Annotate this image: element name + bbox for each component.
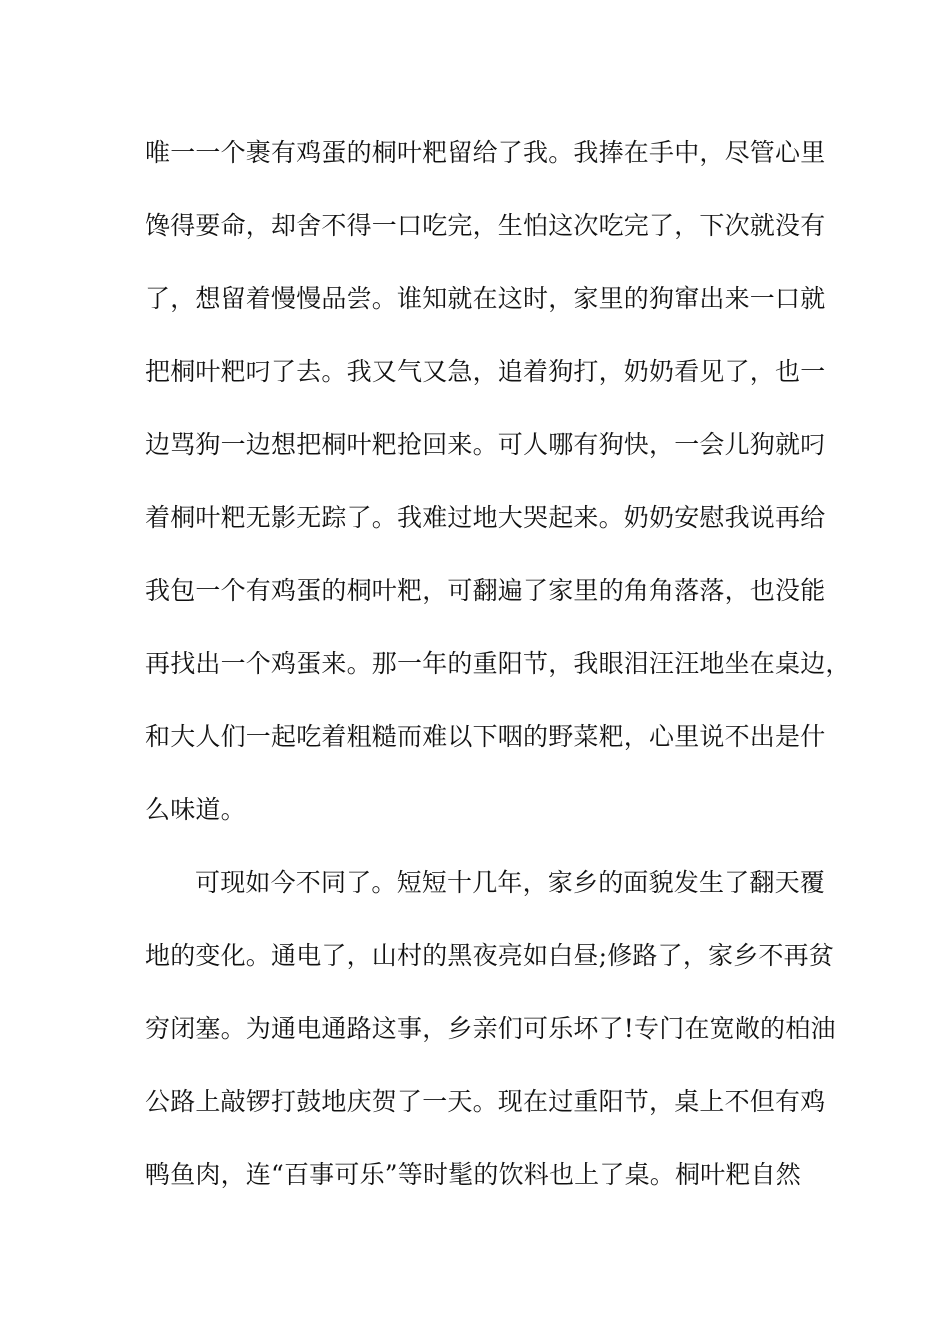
text-line: 把桐叶粑叼了去。我又气又急，追着狗打，奶奶看见了，也一 (145, 357, 826, 386)
text-line: 了，想留着慢慢品尝。谁知就在这时，家里的狗窜出来一口就 (145, 284, 826, 313)
text-line: 公路上敲锣打鼓地庆贺了一天。现在过重阳节，桌上不但有鸡 (145, 1087, 826, 1116)
text-line: 边骂狗一边想把桐叶粑抢回来。可人哪有狗快，一会儿狗就叼 (145, 430, 826, 459)
text-line: 和大人们一起吃着粗糙而难以下咽的野菜粑，心里说不出是什 (145, 722, 826, 751)
text-line: 唯一一个裹有鸡蛋的桐叶粑留给了我。我捧在手中，尽管心里 (145, 138, 826, 167)
text-line: 地的变化。通电了，山村的黑夜亮如白昼;修路了，家乡不再贫 (145, 941, 835, 970)
text-line: 馋得要命，却舍不得一口吃完，生怕这次吃完了，下次就没有 (145, 211, 826, 240)
text-line: 再找出一个鸡蛋来。那一年的重阳节，我眼泪汪汪地坐在桌边， (145, 649, 851, 678)
text-line: 么味道。 (145, 795, 246, 824)
paragraph-first-line: 可现如今不同了。短短十几年，家乡的面貌发生了翻天覆 (195, 868, 826, 897)
text-line: 着桐叶粑无影无踪了。我难过地大哭起来。奶奶安慰我说再给 (145, 503, 826, 532)
text-line: 穷闭塞。为通电通路这事，乡亲们可乐坏了!专门在宽敞的柏油 (145, 1014, 836, 1043)
text-line: 我包一个有鸡蛋的桐叶粑，可翻遍了家里的角角落落，也没能 (145, 576, 826, 605)
text-line: 鸭鱼肉，连“百事可乐”等时髦的饮料也上了桌。桐叶粑自然 (145, 1160, 801, 1189)
